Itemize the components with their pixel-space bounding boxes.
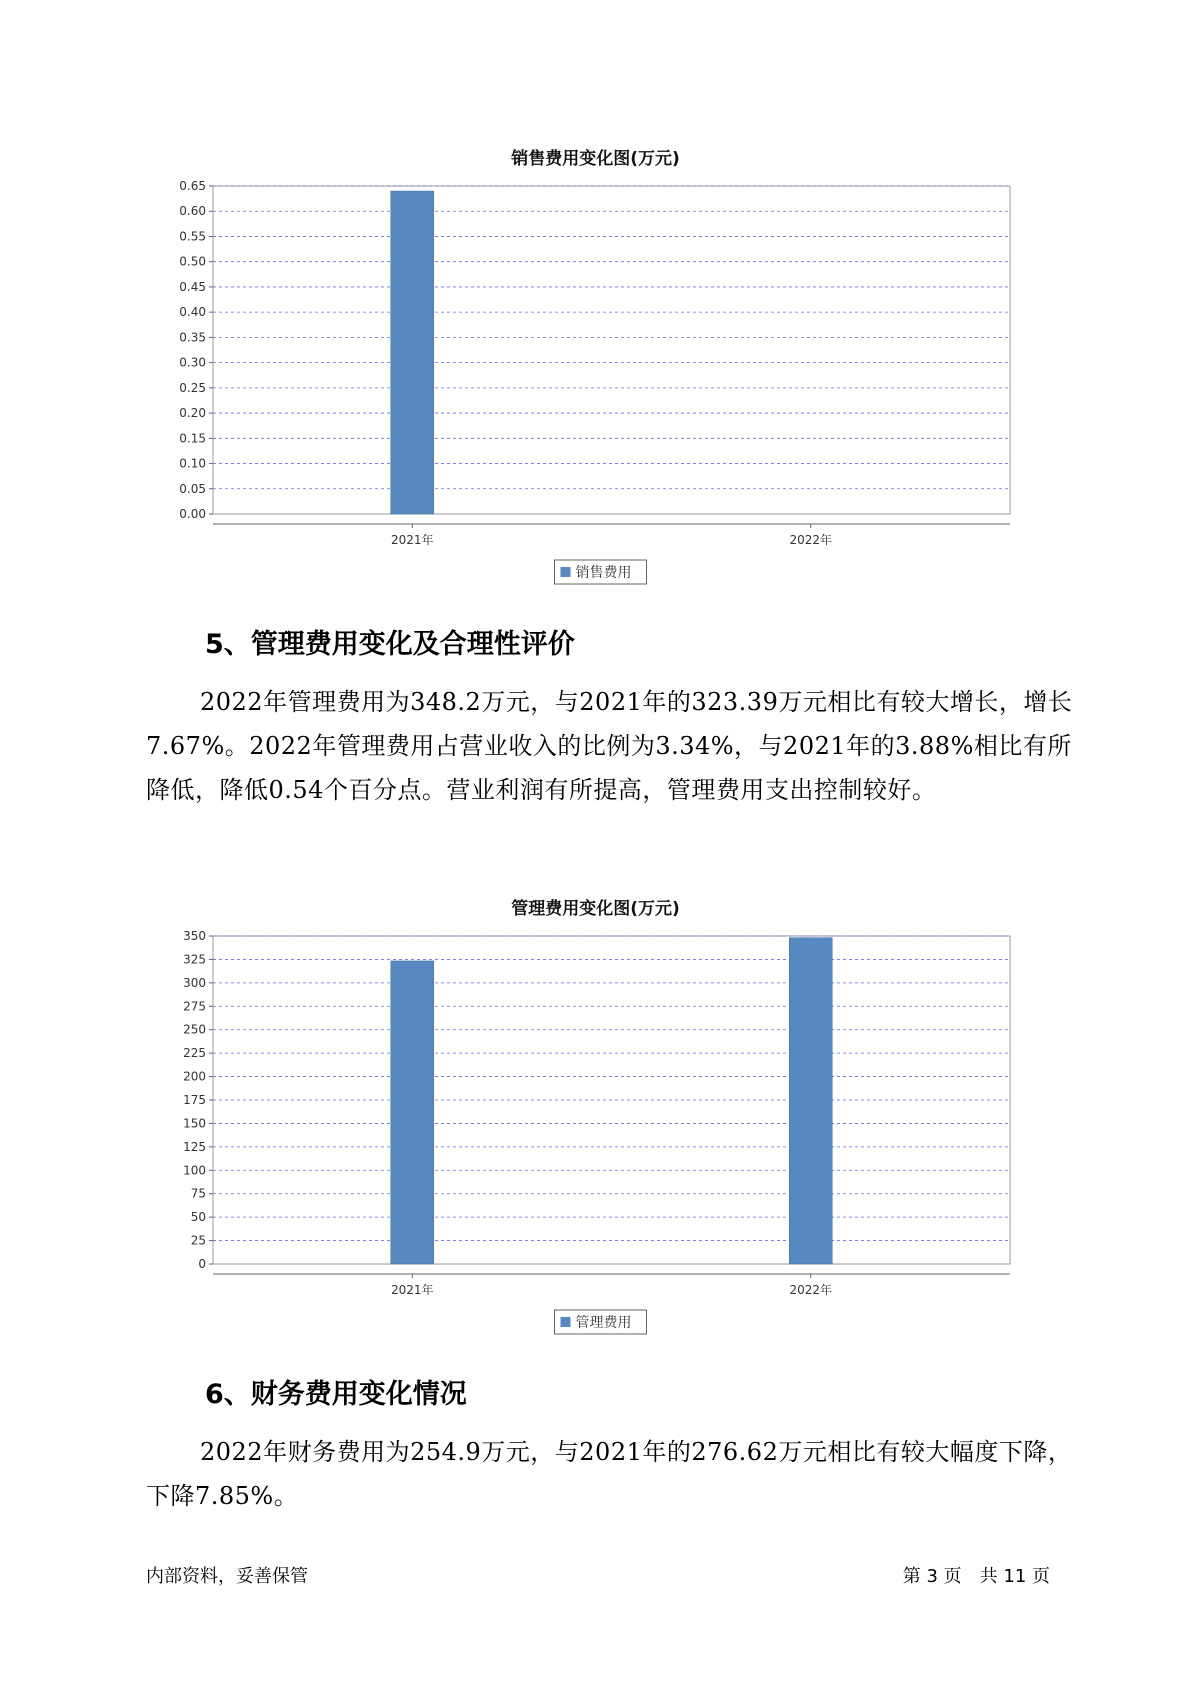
y-tick-label: 0.00 (179, 507, 206, 521)
legend-swatch (561, 567, 571, 577)
x-tick-label: 2022年 (789, 533, 833, 547)
y-tick-label: 50 (190, 1210, 206, 1225)
y-tick-label: 0.45 (179, 279, 206, 294)
sales-expense-chart (0, 170, 1191, 590)
y-tick-label: 0.55 (179, 229, 206, 244)
y-tick-label: 0.05 (179, 481, 206, 496)
y-tick-label: 100 (183, 1163, 206, 1178)
bar-2022年 (789, 938, 832, 1264)
plot-area (213, 186, 1010, 514)
section6-heading: 6、财务费用变化情况 (205, 1379, 467, 1410)
y-tick-label: 0.60 (179, 204, 206, 219)
y-tick-label: 0.20 (179, 406, 206, 421)
y-tick-label: 0.15 (179, 431, 206, 446)
section5-heading: 5、管理费用变化及合理性评价 (205, 629, 575, 660)
section5-paragraph: 2022年管理费用为348.2万元，与2021年的323.39万元相比有较大增长，增长7.67%。2022年管理费用占营业收入的比例为3.34%，与2021年的3.88%相比有所降低，降低0.54个百分点。营业利润有所提高，管理费用支出控制较好。 (146, 688, 1073, 804)
y-tick-label: 0 (198, 1257, 206, 1271)
bar-2021年 (391, 961, 434, 1264)
footer-page-number: 第 3 页 共 11 页 (902, 1566, 1050, 1587)
y-tick-label: 250 (183, 1022, 206, 1037)
admin-expense-chart (0, 920, 1191, 1340)
y-tick-label: 350 (183, 929, 206, 943)
y-tick-label: 325 (183, 952, 206, 967)
y-tick-label: 300 (183, 975, 206, 990)
y-tick-label: 0.35 (179, 330, 206, 345)
y-tick-label: 175 (183, 1093, 206, 1107)
y-tick-label: 0.40 (179, 305, 206, 320)
chart-title-sales: 销售费用变化图(万元) (511, 149, 680, 169)
y-tick-label: 25 (190, 1233, 206, 1248)
y-tick-label: 150 (183, 1116, 206, 1131)
y-tick-label: 0.30 (179, 355, 206, 370)
legend-label: 销售费用 (575, 565, 632, 581)
legend-swatch (561, 1317, 571, 1327)
x-tick-label: 2022年 (789, 1283, 833, 1297)
y-tick-label: 0.50 (179, 254, 206, 269)
footer-confidential-note: 内部资料，妥善保管 (146, 1566, 308, 1587)
x-tick-label: 2021年 (390, 1283, 434, 1297)
chart-title-admin: 管理费用变化图(万元) (511, 899, 680, 919)
x-tick-label: 2021年 (390, 533, 434, 547)
y-tick-label: 125 (183, 1139, 206, 1154)
section6-paragraph: 2022年财务费用为254.9万元，与2021年的276.62万元相比有较大幅度下降，下降7.85%。 (146, 1438, 1073, 1510)
y-tick-label: 75 (190, 1186, 206, 1201)
bar-2021年 (391, 191, 434, 514)
y-tick-label: 275 (183, 999, 206, 1014)
y-tick-label: 0.10 (179, 456, 206, 471)
y-tick-label: 200 (183, 1069, 206, 1084)
y-tick-label: 0.65 (179, 179, 206, 193)
y-tick-label: 0.25 (179, 380, 206, 395)
y-tick-label: 225 (183, 1046, 206, 1061)
legend-label: 管理费用 (575, 1315, 632, 1331)
